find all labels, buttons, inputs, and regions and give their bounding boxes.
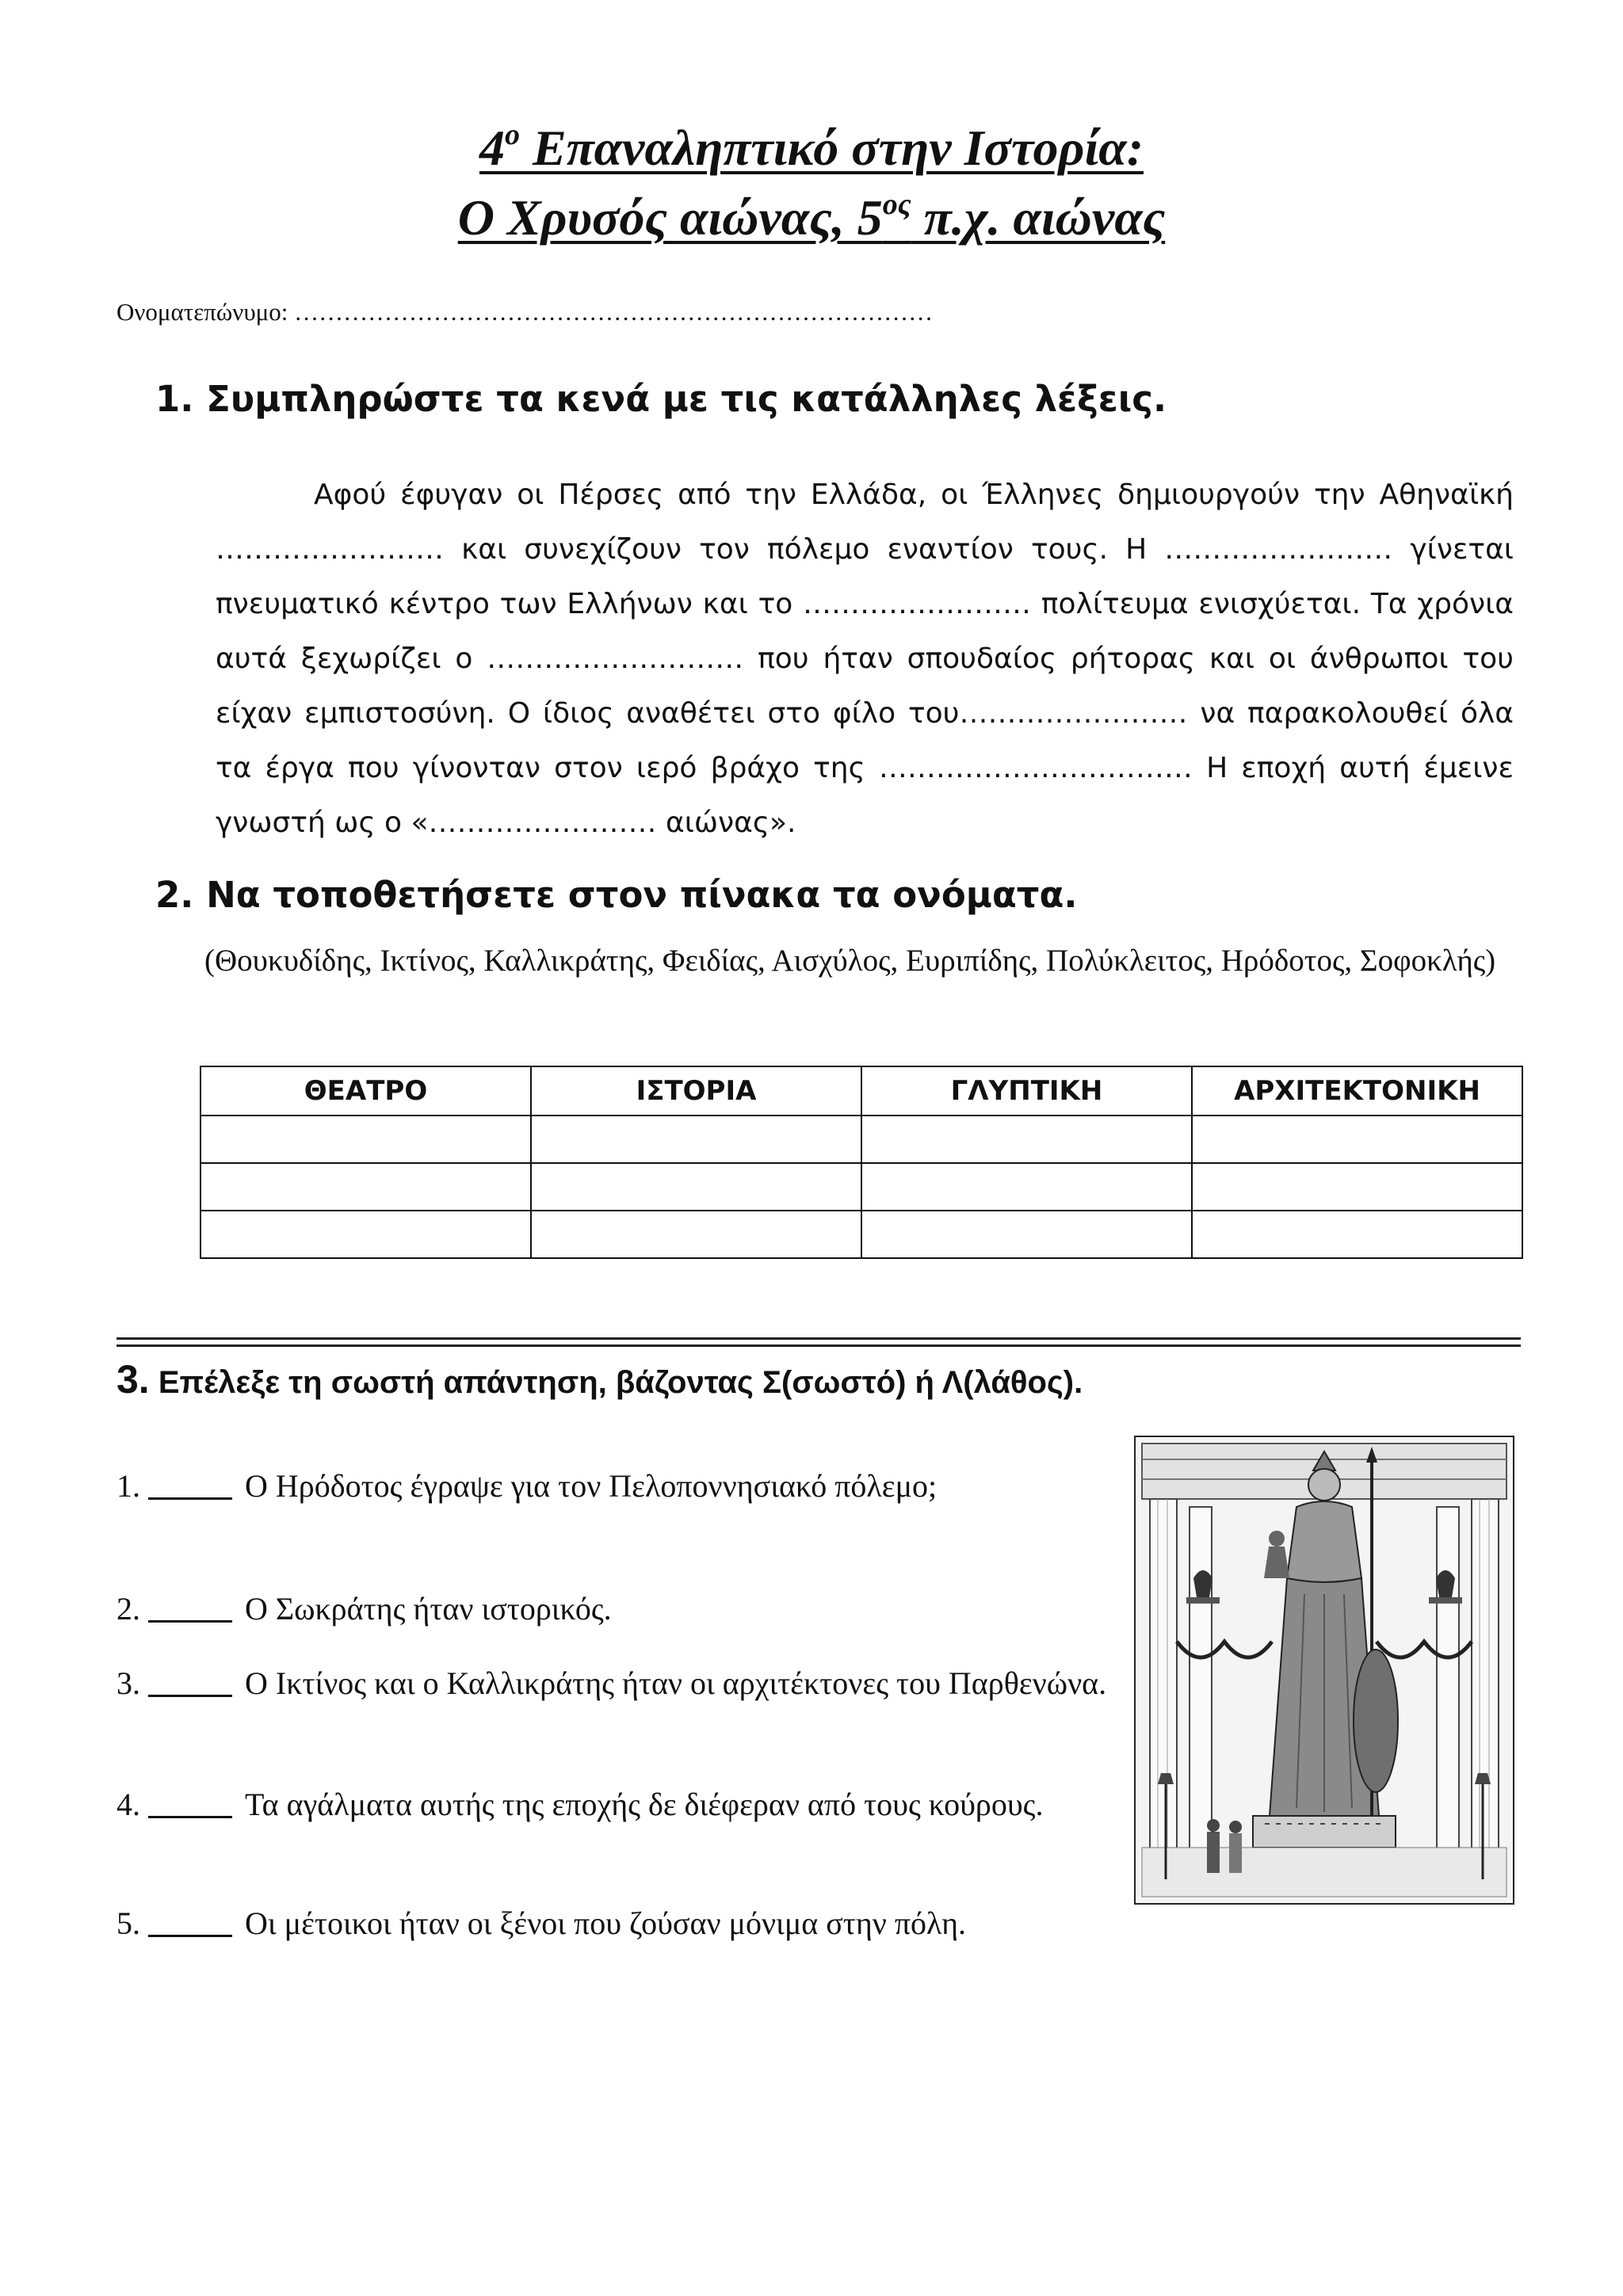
table-cell[interactable] xyxy=(531,1211,861,1258)
section-3-text: Επέλεξε τη σωστή απάντηση, βάζοντας Σ(σωστό) ή Λ(λάθος). xyxy=(149,1365,1083,1400)
table-cell[interactable] xyxy=(861,1211,1192,1258)
section-divider xyxy=(116,1337,1521,1340)
statement-1 xyxy=(116,1464,1123,1508)
section-3-heading xyxy=(116,1356,1083,1402)
table-row xyxy=(200,1116,1522,1163)
column-header-history: ΙΣΤΟΡΙΑ xyxy=(531,1066,861,1116)
section-3-number: 3. xyxy=(116,1357,150,1402)
table-cell[interactable] xyxy=(200,1116,531,1163)
statement-text: Τα αγάλματα αυτής της εποχής δε διέφεραν από τους κούρους. xyxy=(245,1787,1044,1822)
subtitle-text: Ο Χρυσός αιώνας, 5 xyxy=(457,189,883,246)
page-title-line-1 xyxy=(0,119,1623,177)
table-cell[interactable] xyxy=(531,1116,861,1163)
statement-5 xyxy=(116,1901,1123,1946)
table-row xyxy=(200,1211,1522,1258)
page-title-line-2 xyxy=(0,189,1623,247)
column-header-architecture: ΑΡΧΙΤΕΚΤΟΝΙΚΗ xyxy=(1192,1066,1522,1116)
table-cell[interactable] xyxy=(1192,1163,1522,1211)
table-cell[interactable] xyxy=(200,1211,531,1258)
statement-text: Ο Ηρόδοτος έγραψε για τον Πελοποννησιακό πόλεμο; xyxy=(245,1468,938,1504)
table-row xyxy=(200,1163,1522,1211)
section-1-heading: 1. Συμπληρώστε τα κενά με τις κατάλληλες λέξεις. xyxy=(155,378,1167,420)
classification-table xyxy=(200,1066,1523,1259)
column-header-theatre: ΘΕΑΤΡΟ xyxy=(200,1066,531,1116)
answer-blank[interactable] xyxy=(148,1789,232,1818)
answer-blank[interactable] xyxy=(148,1908,232,1937)
passage-text[interactable]: Αφού έφυγαν οι Πέρσες από την Ελλάδα, οι Έλληνες δημιουργούν την Αθηναϊκή …………………… και συνεχίζουν τον πόλεμο εναντίον τους. Η …………………… γίνεται πνευματικό κέντρο των Ελλήνων και το …………………… πολίτευμα ενισχύεται. Τα χρόνια αυτά ξεχωρίζει ο ……………………… που ήταν σπουδαίος ρήτορας και οι άνθρωποι του είχαν εμπιστοσύνη. Ο ίδιος αναθέτει στο φίλο του…………………… να παρακολουθεί όλα τα έργα που γίνονταν στον ιερό βράχο της …………………………… Η εποχή αυτή έμεινε γνωστή ως ο «…………………… αιώνας». xyxy=(216,479,1514,839)
subtitle-ordinal: ος xyxy=(882,188,911,221)
table-cell[interactable] xyxy=(531,1163,861,1211)
statement-text: Ο Ικτίνος και ο Καλλικράτης ήταν οι αρχιτέκτονες του Παρθενώνα. xyxy=(245,1665,1107,1701)
table-cell[interactable] xyxy=(861,1163,1192,1211)
section-divider xyxy=(116,1344,1521,1347)
statement-text: Ο Σωκράτης ήταν ιστορικός. xyxy=(245,1591,612,1627)
section-2-heading: 2. Να τοποθετήσετε στον πίνακα τα ονόματα. xyxy=(155,874,1078,916)
column-header-sculpture: ΓΛΥΠΤΙΚΗ xyxy=(861,1066,1192,1116)
statement-number: 4. xyxy=(116,1787,140,1822)
statement-3 xyxy=(116,1661,1123,1706)
names-list: (Θουκυδίδης, Ικτίνος, Καλλικράτης, Φειδίας, Αισχύλος, Ευριπίδης, Πολύκλειτος, Ηρόδοτος, Σοφοκλής) xyxy=(204,944,1496,978)
statement-text: Οι μέτοικοι ήταν οι ξένοι που ζούσαν μόνιμα στην πόλη. xyxy=(245,1905,967,1941)
student-name-field[interactable]: Ονοματεπώνυμο: …………………………………………………………………… xyxy=(116,298,934,326)
statement-number: 3. xyxy=(116,1665,140,1701)
title-ordinal: ο xyxy=(505,118,520,151)
statement-2 xyxy=(116,1587,1123,1631)
table-cell[interactable] xyxy=(200,1163,531,1211)
table-cell[interactable] xyxy=(1192,1116,1522,1163)
statement-4 xyxy=(116,1783,1123,1827)
table-cell[interactable] xyxy=(1192,1211,1522,1258)
statement-number: 2. xyxy=(116,1591,140,1627)
title-text: Επαναληπτικό στην Ιστορία: xyxy=(520,120,1144,176)
answer-blank[interactable] xyxy=(148,1470,232,1500)
answer-blank[interactable] xyxy=(148,1593,232,1623)
subtitle-suffix: π.χ. αιώνας xyxy=(911,189,1166,246)
table-cell[interactable] xyxy=(861,1116,1192,1163)
statement-number: 5. xyxy=(116,1905,140,1941)
answer-blank[interactable] xyxy=(148,1668,232,1697)
statement-number: 1. xyxy=(116,1468,140,1504)
athena-parthenos-illustration xyxy=(1134,1436,1514,1905)
fill-in-passage xyxy=(216,467,1514,850)
title-number: 4 xyxy=(479,120,505,176)
